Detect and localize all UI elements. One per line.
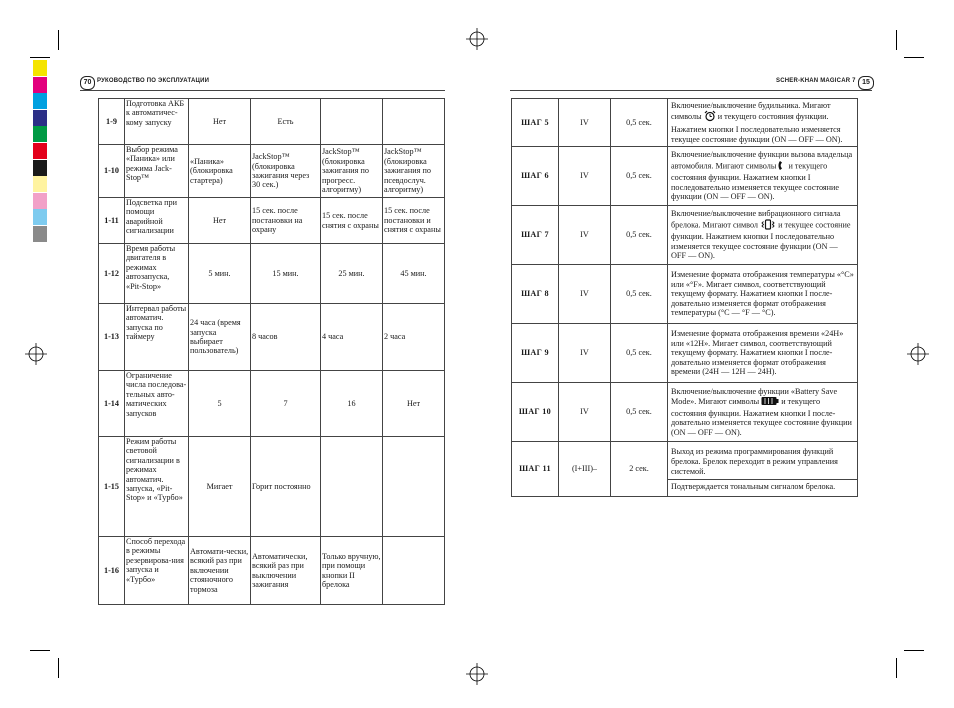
setting-option-4: 2 часа [383, 304, 445, 371]
setting-option-2: JackStop™ (блокировка зажигания через 30 сек.) [251, 145, 321, 198]
color-swatch [33, 209, 47, 225]
setting-option-3 [321, 99, 383, 145]
step-label: ШАГ 10 [512, 383, 559, 442]
description-text: и текущего состояния функции. Нажатием кнопки I последовательно изменяется текущее состояние функции (ON — OFF — ON). [671, 112, 843, 144]
color-swatch [33, 77, 47, 93]
phone-icon [778, 160, 786, 174]
setting-option-2: Есть [251, 99, 321, 145]
registration-mark-top [466, 28, 488, 50]
setting-option-3 [321, 437, 383, 537]
color-swatch [33, 60, 47, 76]
setting-option-1: 5 мин. [189, 244, 251, 304]
description-text: и текущее состояние функции. Нажатием кнопки I последовательно изменяется текущее состояние функции (ON — OFF — ON). [671, 220, 851, 261]
table-row [512, 147, 858, 206]
button-combination: IV [559, 99, 611, 147]
setting-option-1: «Паника» (блокировка стартера) [189, 145, 251, 198]
color-swatch [33, 176, 47, 192]
description-text: Включение/выключение вибрационного сигнала брелока. Мигают символ [671, 209, 841, 230]
table-row [512, 99, 858, 147]
left-header-rule [80, 90, 445, 91]
description-text: и текущего состояния функции. Нажатием кнопки I последовательно изменяется текущее состояние функции (ON — OFF — ON). [671, 161, 840, 202]
setting-option-3: Только вручную, при помощи кнопки II брелока [321, 537, 383, 605]
right-page-number: 15 [858, 76, 874, 90]
setting-option-2: 8 часов [251, 304, 321, 371]
setting-option-4: 45 мин. [383, 244, 445, 304]
crop-mark [58, 658, 59, 678]
press-duration: 0,5 сек. [611, 324, 668, 383]
button-combination: IV [559, 147, 611, 206]
crop-mark [896, 30, 897, 50]
setting-name: Время работы двигателя в режимах автозапуска, «Pit-Stop» [125, 244, 189, 304]
setting-option-3: 4 часа [321, 304, 383, 371]
setting-code: 1-9 [99, 99, 125, 145]
crop-mark [904, 57, 924, 58]
button-combination: IV [559, 324, 611, 383]
color-swatch [33, 110, 47, 126]
color-swatch [33, 226, 47, 242]
color-swatch [33, 143, 47, 159]
step-label: ШАГ 11 [512, 442, 559, 497]
setting-option-4 [383, 537, 445, 605]
description-text: Изменение формата отображения температуры «°C» или «°F». Мигает символ, соответствующий текущему формату. Нажатием кнопки I после-довательно изменяется формат отображения температуры (°C — °F — °C). [671, 270, 854, 318]
description-text: и текущего состояния функции. Нажатием кнопки I после-довательно изменяется текущее состояние функции (ON — OFF — ON). [671, 397, 852, 437]
alarm-clock-icon [704, 110, 716, 125]
setting-option-3: 16 [321, 371, 383, 437]
crop-mark [896, 658, 897, 678]
registration-mark-right [907, 343, 929, 365]
crop-mark [30, 57, 50, 58]
setting-option-2: 15 мин. [251, 244, 321, 304]
description-text: Изменение формата отображения времени «24H» или «12H». Мигает символ, соответствующий текущему формату. Нажатием кнопки I после-довательно изменяется формат отображения времени (24H — 12H — 24H). [671, 329, 844, 377]
step-label: ШАГ 5 [512, 99, 559, 147]
vibration-icon [760, 219, 776, 233]
programming-steps-table [511, 98, 858, 497]
color-swatch [33, 160, 47, 176]
table-row [99, 244, 445, 304]
setting-option-4: 15 сек. после постановки и снятия с охраны [383, 198, 445, 244]
setting-option-1: 5 [189, 371, 251, 437]
press-duration: 2 сек. [611, 442, 668, 497]
setting-option-1: Нет [189, 198, 251, 244]
settings-table [98, 98, 445, 605]
step-description [668, 206, 858, 265]
table-row [99, 198, 445, 244]
registration-mark-left [25, 343, 47, 365]
button-combination: (I+III)– [559, 442, 611, 497]
description-text: Включение/выключение функции «Battery Save Mode». Мигают символы [671, 386, 838, 407]
step-label: ШАГ 7 [512, 206, 559, 265]
table-row [512, 383, 858, 442]
crop-mark [904, 650, 924, 651]
step-description [668, 383, 858, 442]
setting-code: 1-14 [99, 371, 125, 437]
setting-option-1: 24 часа (время запуска выбирает пользователь) [189, 304, 251, 371]
color-swatch [33, 193, 47, 209]
description-text: Включение/выключение функции вызова владельца автомобиля. Мигают символы [671, 150, 853, 171]
table-row [99, 145, 445, 198]
setting-code: 1-15 [99, 437, 125, 537]
button-combination: IV [559, 206, 611, 265]
table-row [99, 371, 445, 437]
table-row [512, 324, 858, 383]
crop-mark [30, 650, 50, 651]
step-label: ШАГ 9 [512, 324, 559, 383]
setting-option-4: Нет [383, 371, 445, 437]
setting-option-1: Нет [189, 99, 251, 145]
setting-code: 1-11 [99, 198, 125, 244]
setting-option-3: 15 сек. после снятия с охраны [321, 198, 383, 244]
setting-option-3: 25 мин. [321, 244, 383, 304]
table-row [99, 304, 445, 371]
step-label: ШАГ 8 [512, 265, 559, 324]
press-duration: 0,5 сек. [611, 99, 668, 147]
right-header-title: SCHER-KHAN MAGICAR 7 [776, 78, 856, 84]
color-swatch [33, 93, 47, 109]
description-text: Выход из режима программирования функций брелока. Брелок переходит в режим управления системой. [671, 447, 838, 476]
setting-option-2: Горит постоянно [251, 437, 321, 537]
description-note: Подтверждается тональным сигналом брелока. [668, 479, 857, 492]
right-header-rule [510, 90, 872, 91]
step-description [668, 99, 858, 147]
left-header-title: РУКОВОДСТВО ПО ЭКСПЛУАТАЦИИ [97, 78, 210, 84]
press-duration: 0,5 сек. [611, 383, 668, 442]
setting-option-2: Автоматически, всякий раз при выключении зажигания [251, 537, 321, 605]
table-row [99, 99, 445, 145]
setting-option-3: JackStop™ (блокировка зажигания по прогресс. алгоритму) [321, 145, 383, 198]
step-label: ШАГ 6 [512, 147, 559, 206]
setting-name: Режим работы световой сигнализации в режимах автоматич. запуска, «Pit-Stop» и «Турбо» [125, 437, 189, 537]
setting-option-2: 15 сек. после постановки на охрану [251, 198, 321, 244]
setting-option-4: JackStop™ (блокировка зажигания по псевдослуч. алгоритму) [383, 145, 445, 198]
table-row [512, 442, 858, 497]
crop-mark [58, 30, 59, 50]
step-description [668, 324, 858, 383]
press-duration: 0,5 сек. [611, 265, 668, 324]
step-description [668, 442, 858, 497]
setting-name: Подготовка АКБ к автоматичес-кому запуску [125, 99, 189, 145]
description-text: Включение/выключение будильника. Мигают символы [671, 100, 831, 122]
setting-option-1: Мигает [189, 437, 251, 537]
button-combination: IV [559, 383, 611, 442]
table-row [512, 265, 858, 324]
step-description [668, 147, 858, 206]
setting-option-4 [383, 437, 445, 537]
table-row [99, 437, 445, 537]
press-duration: 0,5 сек. [611, 147, 668, 206]
left-page-number: 70 [80, 76, 95, 90]
setting-option-4 [383, 99, 445, 145]
setting-name: Интервал работы автоматич. запуска по таймеру [125, 304, 189, 371]
battery-icon [761, 396, 779, 409]
setting-name: Выбор режима «Паника» или режима Jack-Stop™ [125, 145, 189, 198]
setting-name: Подсветка при помощи аварийной сигнализации [125, 198, 189, 244]
color-swatch [33, 126, 47, 142]
setting-code: 1-16 [99, 537, 125, 605]
setting-option-1: Автомати-чески, всякий раз при включении стояночного тормоза [189, 537, 251, 605]
setting-name: Ограничение числа последова-тельных авто-матических запусков [125, 371, 189, 437]
table-row [99, 537, 445, 605]
press-duration: 0,5 сек. [611, 206, 668, 265]
setting-option-2: 7 [251, 371, 321, 437]
table-row [512, 206, 858, 265]
setting-code: 1-10 [99, 145, 125, 198]
setting-name: Способ перехода в режимы резервирова-ния запуска и «Турбо» [125, 537, 189, 605]
step-description [668, 265, 858, 324]
button-combination: IV [559, 265, 611, 324]
setting-code: 1-13 [99, 304, 125, 371]
setting-code: 1-12 [99, 244, 125, 304]
registration-mark-bottom [466, 663, 488, 685]
